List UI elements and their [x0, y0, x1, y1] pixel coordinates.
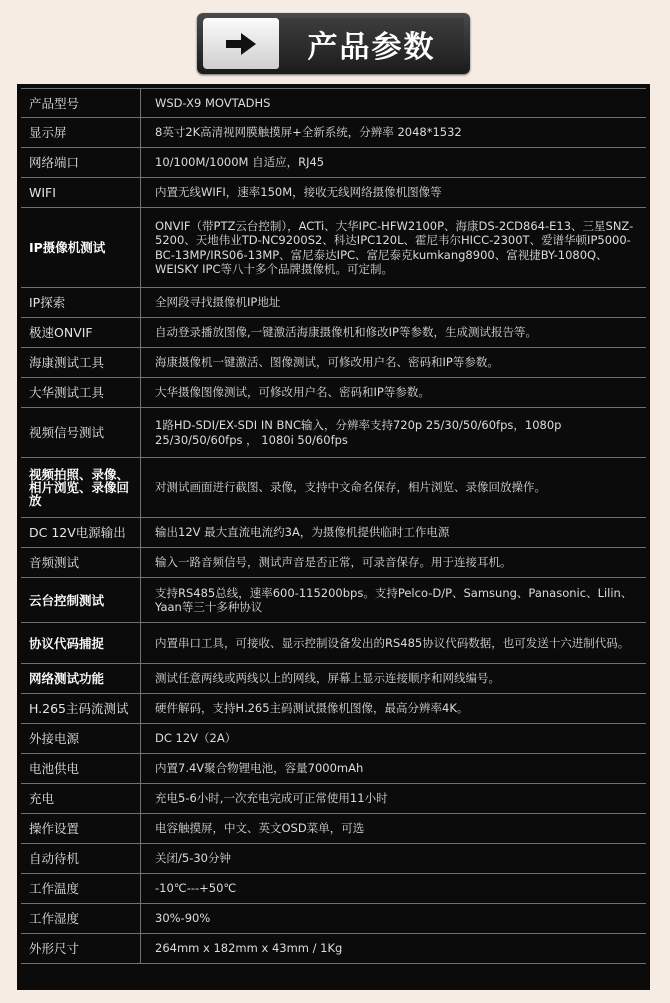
spec-label: 视频拍照、录像、相片浏览、录像回放 — [21, 458, 141, 517]
spec-row-hikvision-tool — [21, 348, 646, 378]
spec-label: 外接电源 — [21, 724, 141, 753]
spec-row-video-signal-test — [21, 408, 646, 458]
spec-table-frame — [17, 84, 650, 990]
spec-row-battery — [21, 754, 646, 784]
spec-value: -10℃---+50℃ — [155, 881, 237, 896]
spec-row-ip-camera-test — [21, 208, 646, 288]
spec-label: 自动待机 — [21, 844, 141, 873]
spec-label: 极速ONVIF — [21, 318, 141, 347]
spec-row-display — [21, 118, 646, 148]
spec-row-wifi — [21, 178, 646, 208]
spec-row-network-port — [21, 148, 646, 178]
spec-label: 海康测试工具 — [21, 348, 141, 377]
spec-value: DC 12V（2A） — [155, 731, 237, 746]
spec-row-model — [21, 88, 646, 118]
spec-label: 外形尺寸 — [21, 934, 141, 963]
spec-value: 10/100M/1000M 自适应，RJ45 — [155, 155, 325, 170]
spec-label: 音频测试 — [21, 548, 141, 577]
spec-value: 1路HD-SDI/EX-SDI IN BNC输入，分辨率支持720p 25/30/50/60fps，1080p 25/30/50/60fps ， 1080i 50/60fps — [155, 418, 562, 447]
spec-value: 内置7.4V聚合物锂电池，容量7000mAh — [155, 761, 364, 776]
spec-row-network-test — [21, 664, 646, 694]
spec-row-audio-test — [21, 548, 646, 578]
spec-value: 自动登录播放图像,一键激活海康摄像机和修改IP等参数，生成测试报告等。 — [155, 325, 537, 340]
spec-value: 关闭/5-30分钟 — [155, 851, 231, 866]
spec-row-video-capture — [21, 458, 646, 518]
arrow-box — [203, 18, 279, 69]
spec-label: 大华测试工具 — [21, 378, 141, 407]
spec-label: 视频信号测试 — [21, 408, 141, 457]
spec-row-operation — [21, 814, 646, 844]
spec-row-external-power — [21, 724, 646, 754]
page-title: 产品参数 — [279, 18, 464, 69]
banner-inner — [203, 18, 464, 69]
spec-row-ip-discovery — [21, 288, 646, 318]
spec-value: 内置串口工具，可接收、显示控制设备发出的RS485协议代码数据，也可发送十六进制代码。 — [155, 635, 630, 650]
spec-value: 海康摄像机一键激活、图像测试，可修改用户名、密码和IP等参数。 — [155, 355, 499, 370]
spec-value: 对测试画面进行截图、录像，支持中文命名保存，相片浏览、录像回放操作。 — [155, 480, 546, 495]
spec-row-operating-temp — [21, 874, 646, 904]
spec-value: 充电5-6小时,一次充电完成可正常使用11小时 — [155, 791, 388, 806]
spec-row-dc-output — [21, 518, 646, 548]
spec-value: 大华摄像图像测试，可修改用户名、密码和IP等参数。 — [155, 385, 430, 400]
spec-value: 硬件解码，支持H.265主码测试摄像机图像，最高分辨率4K。 — [155, 701, 469, 716]
spec-label: 工作温度 — [21, 874, 141, 903]
spec-value: 测试任意两线或两线以上的网线，屏幕上显示连接顺序和网线编号。 — [155, 671, 500, 686]
spec-label: 网络端口 — [21, 148, 141, 177]
spec-row-auto-standby — [21, 844, 646, 874]
spec-label: DC 12V电源输出 — [21, 518, 141, 547]
spec-row-dimensions — [21, 934, 646, 964]
spec-value: 30%-90% — [155, 911, 211, 926]
arrow-right-icon — [224, 31, 258, 57]
spec-value: 输出12V 最大直流电流约3A，为摄像机提供临时工作电源 — [155, 525, 450, 540]
spec-row-operating-humidity — [21, 904, 646, 934]
spec-value: 全网段寻找摄像机IP地址 — [155, 295, 281, 310]
spec-label: IP探索 — [21, 288, 141, 317]
spec-value: ONVIF（带PTZ云台控制），ACTi、大华IPC-HFW2100P、海康DS-2CD864-E13、三星SNZ-5200、天地伟业TD-NC9200S2、科达IPC120L、霍尼韦尔HICC-2300T、爱谱华顿IP5000-BC-13MP/IRS06-13MP、富尼泰达IPC、富尼泰克kumkang8900、富视捷BY-1080Q、WEISKY IPC等八十多个品牌摄像机。可定制。 — [155, 218, 634, 276]
spec-value: 内置无线WIFI，速率150M，接收无线网络摄像机图像等 — [155, 185, 442, 200]
spec-value: WSD-X9 MOVTADHS — [155, 95, 271, 110]
spec-value: 电容触摸屏，中文、英文OSD菜单，可选 — [155, 821, 365, 836]
spec-label: 网络测试功能 — [21, 664, 141, 693]
spec-label: 云台控制测试 — [21, 578, 141, 622]
header-banner — [197, 13, 470, 74]
spec-label: 操作设置 — [21, 814, 141, 843]
spec-value: 8英寸2K高清视网膜触摸屏+全新系统，分辨率 2048*1532 — [155, 125, 462, 140]
spec-label: 协议代码捕捉 — [21, 623, 141, 663]
spec-label: WIFI — [21, 178, 141, 207]
spec-row-fast-onvif — [21, 318, 646, 348]
spec-table — [21, 88, 646, 964]
spec-row-dahua-tool — [21, 378, 646, 408]
spec-label: IP摄像机测试 — [21, 208, 141, 287]
spec-row-ptz-test — [21, 578, 646, 623]
spec-row-h265-test — [21, 694, 646, 724]
spec-row-protocol-capture — [21, 623, 646, 664]
spec-label: 显示屏 — [21, 118, 141, 147]
spec-label: H.265主码流测试 — [21, 694, 141, 723]
spec-label: 产品型号 — [21, 89, 141, 117]
spec-value: 支持RS485总线，速率600-115200bps。支持Pelco-D/P、Samsung、Panasonic、Lilin、Yaan等三十多种协议 — [155, 585, 633, 614]
spec-row-charging — [21, 784, 646, 814]
spec-value: 264mm x 182mm x 43mm / 1Kg — [155, 941, 343, 956]
spec-label: 电池供电 — [21, 754, 141, 783]
spec-label: 工作湿度 — [21, 904, 141, 933]
spec-value: 输入一路音频信号，测试声音是否正常，可录音保存。用于连接耳机。 — [155, 555, 512, 570]
spec-label: 充电 — [21, 784, 141, 813]
